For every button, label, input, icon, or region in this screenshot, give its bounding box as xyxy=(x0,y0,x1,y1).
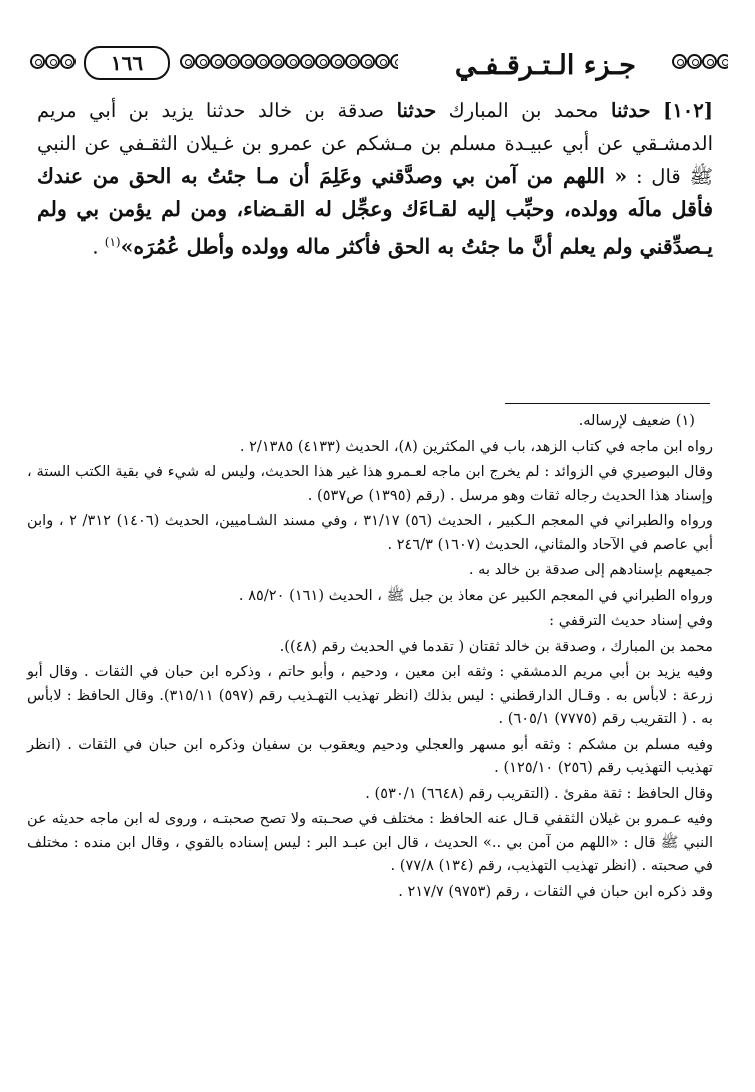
hadith-text xyxy=(37,94,713,264)
header-ornament-left xyxy=(30,54,76,76)
hadith-number: [١٠٢] xyxy=(663,99,713,122)
header-ornament-right xyxy=(672,54,728,76)
footnote-line: رواه ابن ماجه في كتاب الزهد، باب في المكثرين (٨)، الحديث (٤١٣٣) ٢/١٣٨٥ . xyxy=(239,437,713,455)
hadith-end: . xyxy=(92,235,99,259)
footnote-line: وقال الحافظ : ثقة مقرئ . (التقريب رقم (٦٦٤٨) ٥٣٠/١) . xyxy=(365,784,713,802)
footnote-line: وفيه مسلم بن مشكم : وثقه أبو مسهر والعجلي ودحيم ويعقوب بن سفيان وذكره ابن حبان في الثقات . (انظر تهذيب التهذيب رقم (٢٥٦) ١٢٥/١٠) . xyxy=(27,735,713,776)
hadith-lead: حدثنا xyxy=(611,99,651,122)
hadith-chain-1: محمد بن المبارك xyxy=(448,99,599,122)
hadith-chain-2: صدقة بن خالد حدثنا يزيد بن أبي مريم الدمشـقي عن أبي عبيـدة مسلم بن مـشكم عن عمرو بن غـيلان الثقـفي عن النبي ﷺ قال : xyxy=(37,99,713,188)
footnote-line: جميعهم بإسنادهم إلى صدقة بن خالد به . xyxy=(468,561,713,578)
hadith-lead-2: حدثنا xyxy=(396,99,437,122)
page-number: ١٦٦ xyxy=(84,46,170,80)
footnote-line: وقد ذكره ابن حبان في الثقات ، رقم (٩٧٥٣) ٢١٧/٧ . xyxy=(398,882,713,900)
page-header xyxy=(30,42,728,88)
footnote-line: وفيه يزيد بن أبي مريم الدمشقي : وثقه ابن معين ، ودحيم ، وأبو حاتم ، وذكره ابن حبان في الثقات . وقال أبو زرعة : لابأس به . وقـال الدارقطني : ليس بذلك (انظر تهذيب التهـذيب رقم (٥٩٧) ٣١٥/١١). وقال الحافظ : لابأس به . ( التقريب رقم (٧٧٧٥) ٦٠٥/١) . xyxy=(27,663,713,727)
footnote-line: وفيه عـمرو بن غيلان الثقفي قـال عنه الحافظ : مختلف في صحـبته ولا تصح صحبتـه ، وروى له ابن ماجه حديثه عن النبي ﷺ قال : «اللهم من آمن بي ..» الحديث ، قال ابن عبـد البر : ليس إسناده بالقوي ، وقال ابن منده : مختلف في صحبته . (انظر تهذيب التهذيب، رقم (١٣٤) ٧٧/٨) . xyxy=(27,810,713,874)
footnote-line: وقال البوصيري في الزوائد : لم يخرج ابن ماجه لعـمرو هذا غير هذا الحديث، وليس له شيء في بقية الكتب الستة ، وإسناد هذا الحديث رجاله ثقات وهو مرسل . (رقم (١٣٩٥) ص٥٣٧) . xyxy=(27,463,713,504)
footnote-separator xyxy=(505,403,710,404)
header-title: جـزء الـتـرقـفـي xyxy=(454,50,636,81)
footnote-line: ورواه والطبراني في المعجم الـكبير ، الحديث (٥٦) ٣١/١٧ ، وفي مسند الشـاميين، الحديث (١٤٠٦) ٣١٢/ ٢ ، وابن أبي عاصم في الآحاد والمثاني، الحديث (١٦٠٧) ٢٤٦/٣ . xyxy=(27,512,713,553)
footnote-ref: (١) xyxy=(104,235,121,249)
footnotes xyxy=(27,409,713,905)
footnote-line: محمد بن المبارك ، وصدقة بن خالد ثقتان ( تقدما في الحديث رقم (٤٨)). xyxy=(279,637,713,655)
footnote-line: وفي إسناد حديث الترقفي : xyxy=(549,612,713,629)
header-ornament-middle xyxy=(180,54,398,76)
footnote-line: ورواه الطبراني في المعجم الكبير عن معاذ بن جبل ﷺ ، الحديث (١٦١) ٨٥/٢٠ . xyxy=(238,586,713,604)
footnote-line: (١) ضعيف لإرساله. xyxy=(578,412,695,429)
hadith-matn: « اللهم من آمن بي وصدَّقني وعَلِمَ أن مـا جئتُ به الحق من عندك فأقل مالَه وولده، وحبِّب إليه لقـاءَك وعجِّل له القـضاء، ومن لم يؤمن بي ولم يـصدِّقني ولم يعلم أنَّ ما جئتُ به الحق فأكثر ماله وولده وأطل عُمُرَه» xyxy=(37,164,713,259)
